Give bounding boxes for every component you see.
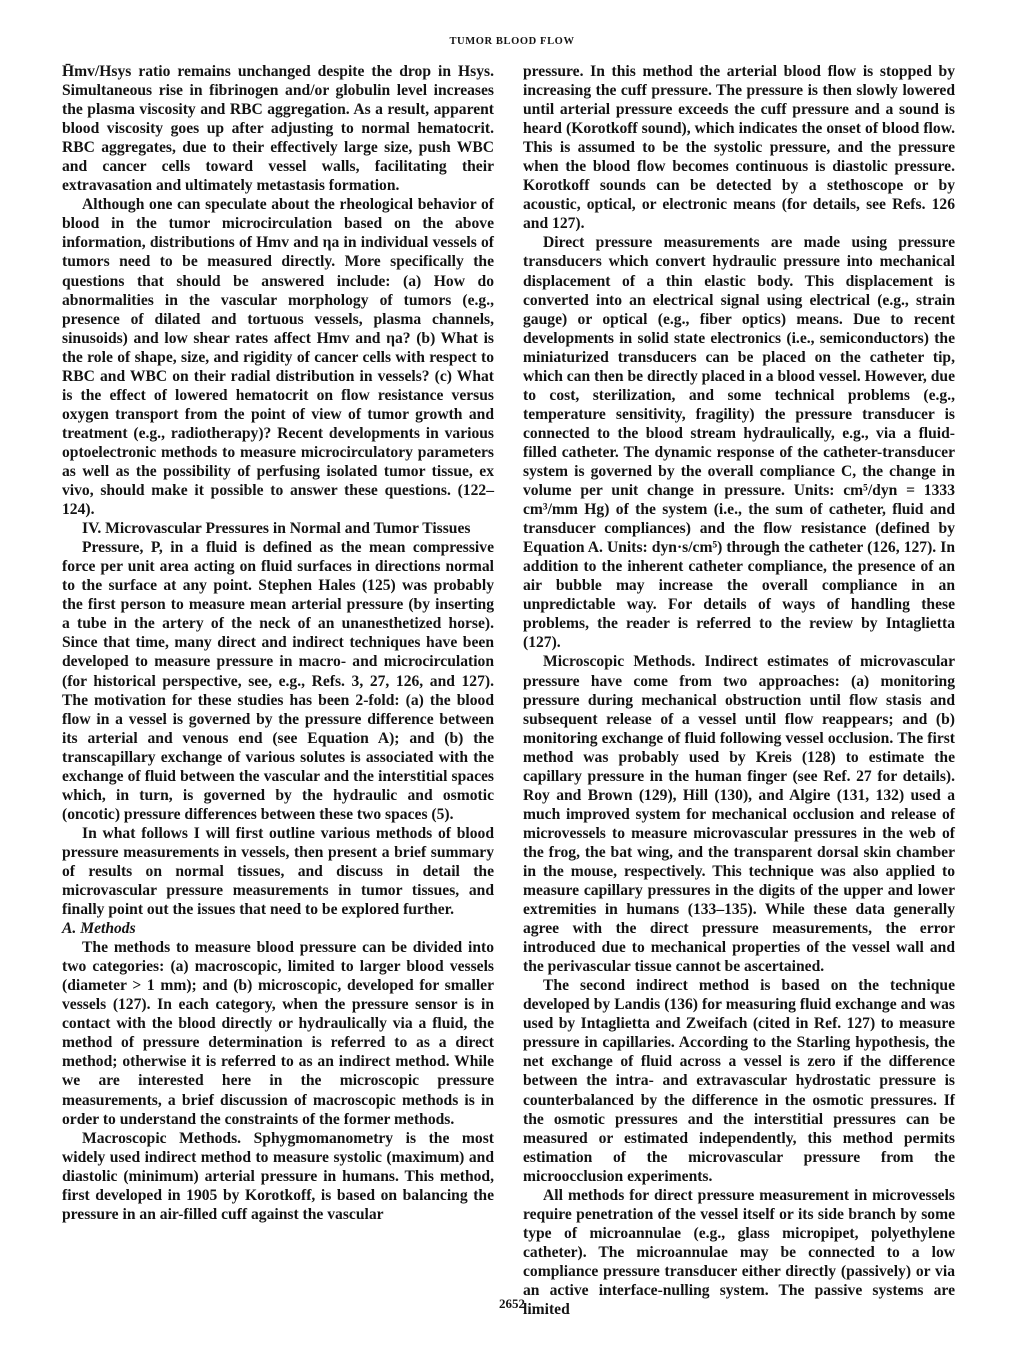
paragraph: In what follows I will first outline various methods of blood pressure measurements in vessels, then present a brief summary of results on normal tissues, and discuss in detail the microvascular pressure measurements in tumor tissues, and finally point out the issues that need to be explored further. xyxy=(62,824,494,919)
page-number: 2652 xyxy=(499,1296,525,1311)
left-column xyxy=(62,62,494,1224)
paragraph-text: Indirect estimates of microvascular pressure have come from two approaches: (a) monitoring pressure during mechanical obstruction until flow stasis and subsequent release of a vessel until flow reappears; and (b) monitoring exchange of fluid following vessel occlusion. The first method was probably used by Kreis (128) to estimate the capillary pressure in the human finger (see Ref. 27 for details). Roy and Brown (129), Hill (130), and Algire (131, 132) used a much improved system for mechanical occlusion and release of microvessels to measure microvascular pressures in the web of the frog, the bat wing, and the transparent dorsal skin chamber in the mouse, respectively. This technique was also applied to measure capillary pressures in the digits of the upper and lower extremities in humans (133–135). While these data generally agree with the direct pressure measurements, the error introduced due to mechanical properties of the vessel wall and the perivascular tissue cannot be ascertained. xyxy=(523,653,956,976)
paragraph: pressure. In this method the arterial blood flow is stopped by increasing the cuff pressure. The pressure is then slowly lowered until arterial pressure exceeds the cuff pressure and a sound is heard (Korotkoff sound), which indicates the onset of blood flow. This is assumed to be the systolic pressure, and the pressure when the blood flow becomes continuous is diastolic pressure. Korotkoff sounds can be detected by a stethoscope or by acoustic, optical, or electronic means (for details, see Refs. 126 and 127). xyxy=(523,63,955,233)
paragraph: The methods to measure blood pressure can be divided into two categories: (a) macroscopic, limited to larger blood vessels (diameter > 1 mm); and (b) microscopic, developed for smaller vessels (127). In each category, when the pressure sensor is in contact with the blood directly or hydraulically via a fluid, the method of pressure determination is referred to as a direct method; otherwise it is referred to as an indirect method. While we are interested here in the microscopic pressure measurements, a brief discussion of macroscopic methods is in order to understand the constraints of the former methods. xyxy=(62,939,494,1128)
paragraph: Although one can speculate about the rheological behavior of blood in the tumor microcirculation based on the above information, distributions of Hmv and ηa in individual vessels of tumors need to be measured directly. More specifically the questions that should be answered include: (a) How do abnormalities in the vascular morphology of tumors (e.g., presence of dilated and tortuous vessels, plasma channels, sinusoids) and low shear rates affect Hmv and ηa? (b) What is the role of shape, size, and rigidity of cancer cells with respect to RBC and WBC on their radial distribution in vessels? (c) What is the effect of lowered hematocrit on flow resistance versus oxygen transport from the point of view of tumor growth and treatment (e.g., radiotherapy)? Recent developments in various optoelectronic methods to measure microcirculatory parameters as well as the possibility of perfusing isolated tumor tissue, ex vivo, should make it possible to answer these questions. (122–124). xyxy=(62,196,494,519)
paragraph: All methods for direct pressure measurement in microvessels require penetration of the vessel itself or its side branch by some type of microannulae (e.g., glass micropipet, polyethylene catheter). The microannulae may be connected to a low compliance pressure transducer either directly (passively) or via an active interface-nulling system. The passive systems are limited xyxy=(523,1186,955,1319)
paragraph: Pressure, P, in a fluid is defined as the mean compressive force per unit area acting on fluid surfaces in directions normal to the surface at any point. Stephen Hales (125) was probably the first person to measure mean arterial pressure (by inserting a tube in the artery of the neck of an unanesthetized horse). Since that time, many direct and indirect techniques have been developed to measure pressure in macro- and microcirculation (for historical perspective, see, e.g., Refs. 3, 27, 126, and 127). The motivation for these studies has been 2-fold: (a) the blood flow in a vessel is governed by the pressure difference between its arterial and venous end (see Equation A); and (b) the transcapillary exchange of various solutes is associated with the exchange of fluid between the vascular and the interstitial spaces which, in turn, is governed by the hydraulic and osmotic (oncotic) pressure differences between these two spaces (5). xyxy=(62,539,494,823)
right-column xyxy=(523,62,955,1319)
paragraph: Direct pressure measurements are made using pressure transducers which convert hydraulic pressure into mechanical displacement of a thin elastic body. This displacement is converted into an electrical signal using electrical (e.g., strain gauge) or optical (e.g., fiber optics) means. Due to recent developments in solid state electronics (i.e., semiconductors) the miniaturized transducers can be placed on the catheter tip, which can then be directly placed in a blood vessel. However, due to cost, sterilization, and some technical problems (e.g., temperature sensitivity, fragility) the pressure transducer is connected to the blood stream hydraulically, e.g., via a fluid-filled catheter. The dynamic response of the catheter-transducer system is governed by the overall compliance C, the change in volume per unit change in pressure. Units: cm⁵/dyn = 1333 cm³/mm Hg) of the system (i.e., the sum of catheter, fluid and transducer compliances) and the flow resistance (defined by Equation A. Units: dyn·s/cm⁵) through the catheter (126, 127). In addition to the inherent catheter compliance, the presence of an air bubble may increase the overall compliance in an unpredictable way. For details of ways of handling these problems, the reader is referred to the review by Intaglietta (127). xyxy=(523,234,955,652)
paragraph xyxy=(62,1129,494,1224)
section-heading: IV. Microvascular Pressures in Normal and Tumor Tissues xyxy=(82,520,471,538)
paragraph xyxy=(523,652,955,976)
paragraph-text: Sphygmomanometry is the most widely used indirect method to measure systolic (maximum) and diastolic (minimum) arterial pressure in humans. This method, first developed in 1905 by Korotkoff, is based on balancing the pressure in an air-filled cuff against the vascular xyxy=(62,1129,494,1223)
running-head: TUMOR BLOOD FLOW xyxy=(449,36,575,47)
subsection-heading: A. Methods xyxy=(62,920,136,938)
run-in-heading: Microscopic Methods. xyxy=(543,653,696,671)
paragraph: H̄mv/Hsys ratio remains unchanged despite the drop in Hsys. Simultaneous rise in fibrinogen and/or globulin level increases the plasma viscosity and RBC aggregation. As a result, apparent blood viscosity goes up after adjusting to normal hematocrit. RBC aggregates, due to their effectively large size, push WBC and cancer cells toward vessel walls, facilitating their extravasation and ultimately metastasis formation. xyxy=(62,63,494,195)
run-in-heading: Macroscopic Methods. xyxy=(82,1129,242,1147)
paragraph: The second indirect method is based on the technique developed by Landis (136) for measuring fluid exchange and was used by Intaglietta and Zweifach (cited in Ref. 127) to measure pressure in capillaries. According to the Starling hypothesis, the net exchange of fluid across a vessel is zero if the difference between the intra- and extravascular hydrostatic pressure is counterbalanced by the difference in the osmotic pressures. If the osmotic pressures and the interstitial pressures can be measured or estimated independently, this method permits estimation of the microvascular pressure from the microocclusion experiments. xyxy=(523,977,955,1185)
